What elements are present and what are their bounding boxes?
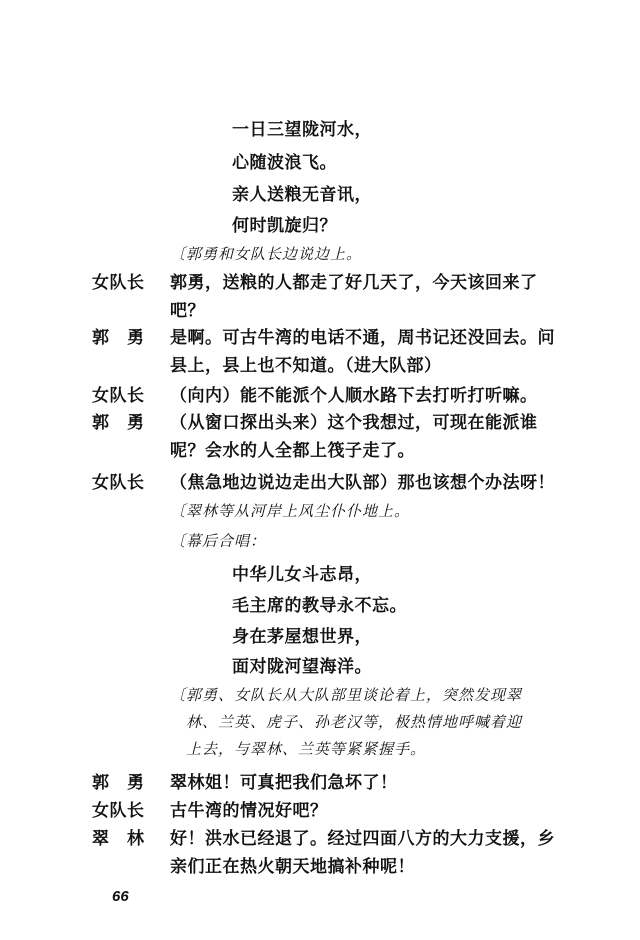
- speech-line: 郭勇，送粮的人都走了好几天了，今天该回来了: [170, 273, 538, 293]
- stage-direction: 上去，与翠林、兰英等紧紧握手。: [186, 740, 427, 758]
- speaker-name: 女队长: [92, 273, 145, 293]
- stage-direction: 〔幕后合唱：: [170, 532, 267, 550]
- verse-line: 一日三望陇河水，: [232, 120, 372, 140]
- verse-line: 身在茅屋想世界，: [232, 627, 372, 647]
- verse-line: 亲人送粮无音讯，: [232, 185, 372, 205]
- verse-line: 面对陇河望海洋。: [232, 657, 372, 677]
- stage-direction: 〔翠林等从河岸上风尘仆仆地上。: [170, 502, 411, 520]
- speech-line: 吧？: [170, 301, 205, 321]
- speaker-name: 郭 勇: [92, 328, 145, 348]
- verse-line: 何时凯旋归？: [232, 216, 337, 236]
- speaker-name: 女队长: [92, 386, 145, 406]
- verse-line: 心随波浪飞。: [232, 153, 337, 173]
- speech-line: 亲们正在热火朝天地搞补种呢！: [170, 857, 415, 877]
- speech-line: （焦急地边说边走出大队部）那也该想个办法呀！: [170, 473, 555, 493]
- speaker-name: 郭 勇: [92, 773, 145, 793]
- speech-line: 是啊。可古牛湾的电话不通，周书记还没回去。问: [170, 328, 555, 348]
- speech-line: 翠林姐！可真把我们急坏了！: [170, 773, 398, 793]
- speaker-name: 女队长: [92, 473, 145, 493]
- speaker-name: 翠 林: [92, 829, 145, 849]
- speaker-name: 女队长: [92, 801, 145, 821]
- verse-line: 毛主席的教导永不忘。: [232, 596, 407, 616]
- speech-line: 县上，县上也不知道。（进大队部）: [170, 356, 442, 376]
- speech-line: 呢？会水的人全都上筏子走了。: [170, 441, 415, 461]
- stage-direction: 林、兰英、虎子、孙老汉等，极热情地呼喊着迎: [186, 713, 523, 731]
- verse-line: 中华儿女斗志昂，: [232, 565, 372, 585]
- speaker-name: 郭 勇: [92, 413, 145, 433]
- speech-line: 古牛湾的情况好吧？: [170, 801, 328, 821]
- speech-line: （向内）能不能派个人顺水路下去打听打听嘛。: [170, 386, 538, 406]
- page-number: 66: [112, 888, 129, 905]
- stage-direction: 〔郭勇和女队长边说边上。: [170, 245, 363, 263]
- speech-line: （从窗口探出头来）这个我想过，可现在能派谁: [170, 413, 538, 433]
- speech-line: 好！洪水已经退了。经过四面八方的大力支援，乡: [170, 829, 555, 849]
- stage-direction: 〔郭勇、女队长从大队部里谈论着上，突然发现翠: [170, 686, 523, 704]
